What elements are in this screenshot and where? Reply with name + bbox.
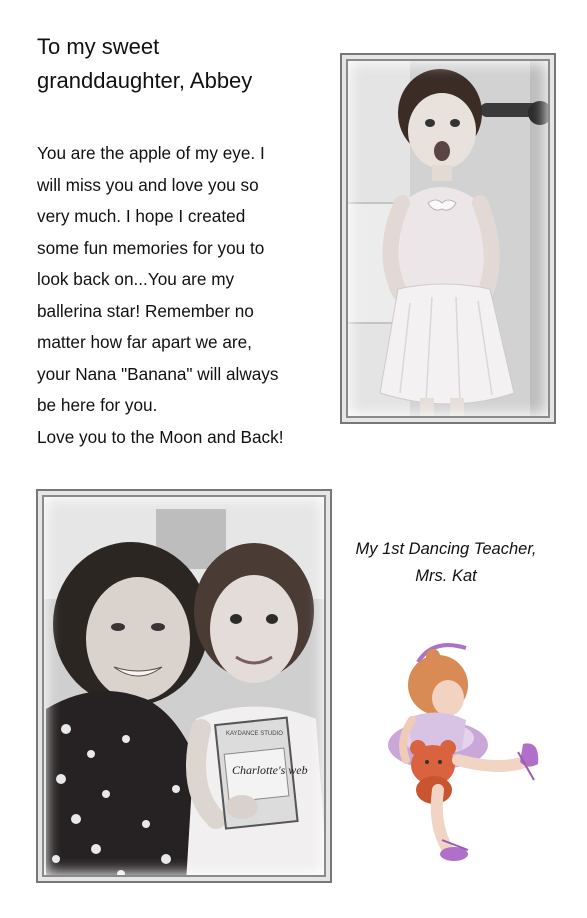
book-studio-label: KAYDANCE STUDIO: [226, 731, 283, 737]
letter-line: matter how far apart we are,: [37, 332, 252, 352]
letter-greeting: [37, 30, 327, 98]
photo-girl-ballet-image: [340, 53, 556, 424]
letter-line: very much. I hope I created: [37, 206, 246, 226]
greeting-line-1: To my sweet: [37, 34, 160, 59]
photo-girl-ballet: [340, 53, 556, 424]
greeting-line-2: granddaughter, Abbey: [37, 68, 253, 93]
book-title-label: Charlotte's web: [232, 763, 308, 777]
photo-grandmother-and-girl-image: [36, 489, 332, 883]
letter-line: will miss you and love you so: [37, 174, 259, 195]
letter-line: your Nana "Banana" will always: [37, 363, 279, 384]
ballerina-bear-illustration: [378, 640, 548, 870]
letter-line: be here for you.: [37, 395, 158, 415]
photo-grandmother-and-girl: [36, 489, 332, 883]
letter-line: You are the apple of my eye. I: [37, 143, 265, 163]
caption-line-2: Mrs. Kat: [415, 567, 477, 585]
letter-body: [37, 138, 337, 453]
photo-caption: [336, 536, 556, 590]
letter-line: look back on...You are my: [37, 269, 235, 289]
letter-line: some fun memories for you to: [37, 237, 265, 258]
letter-line: ballerina star! Remember no: [37, 300, 254, 321]
caption-line-1: My 1st Dancing Teacher,: [355, 540, 537, 558]
letter-line: Love you to the Moon and Back!: [37, 426, 284, 447]
